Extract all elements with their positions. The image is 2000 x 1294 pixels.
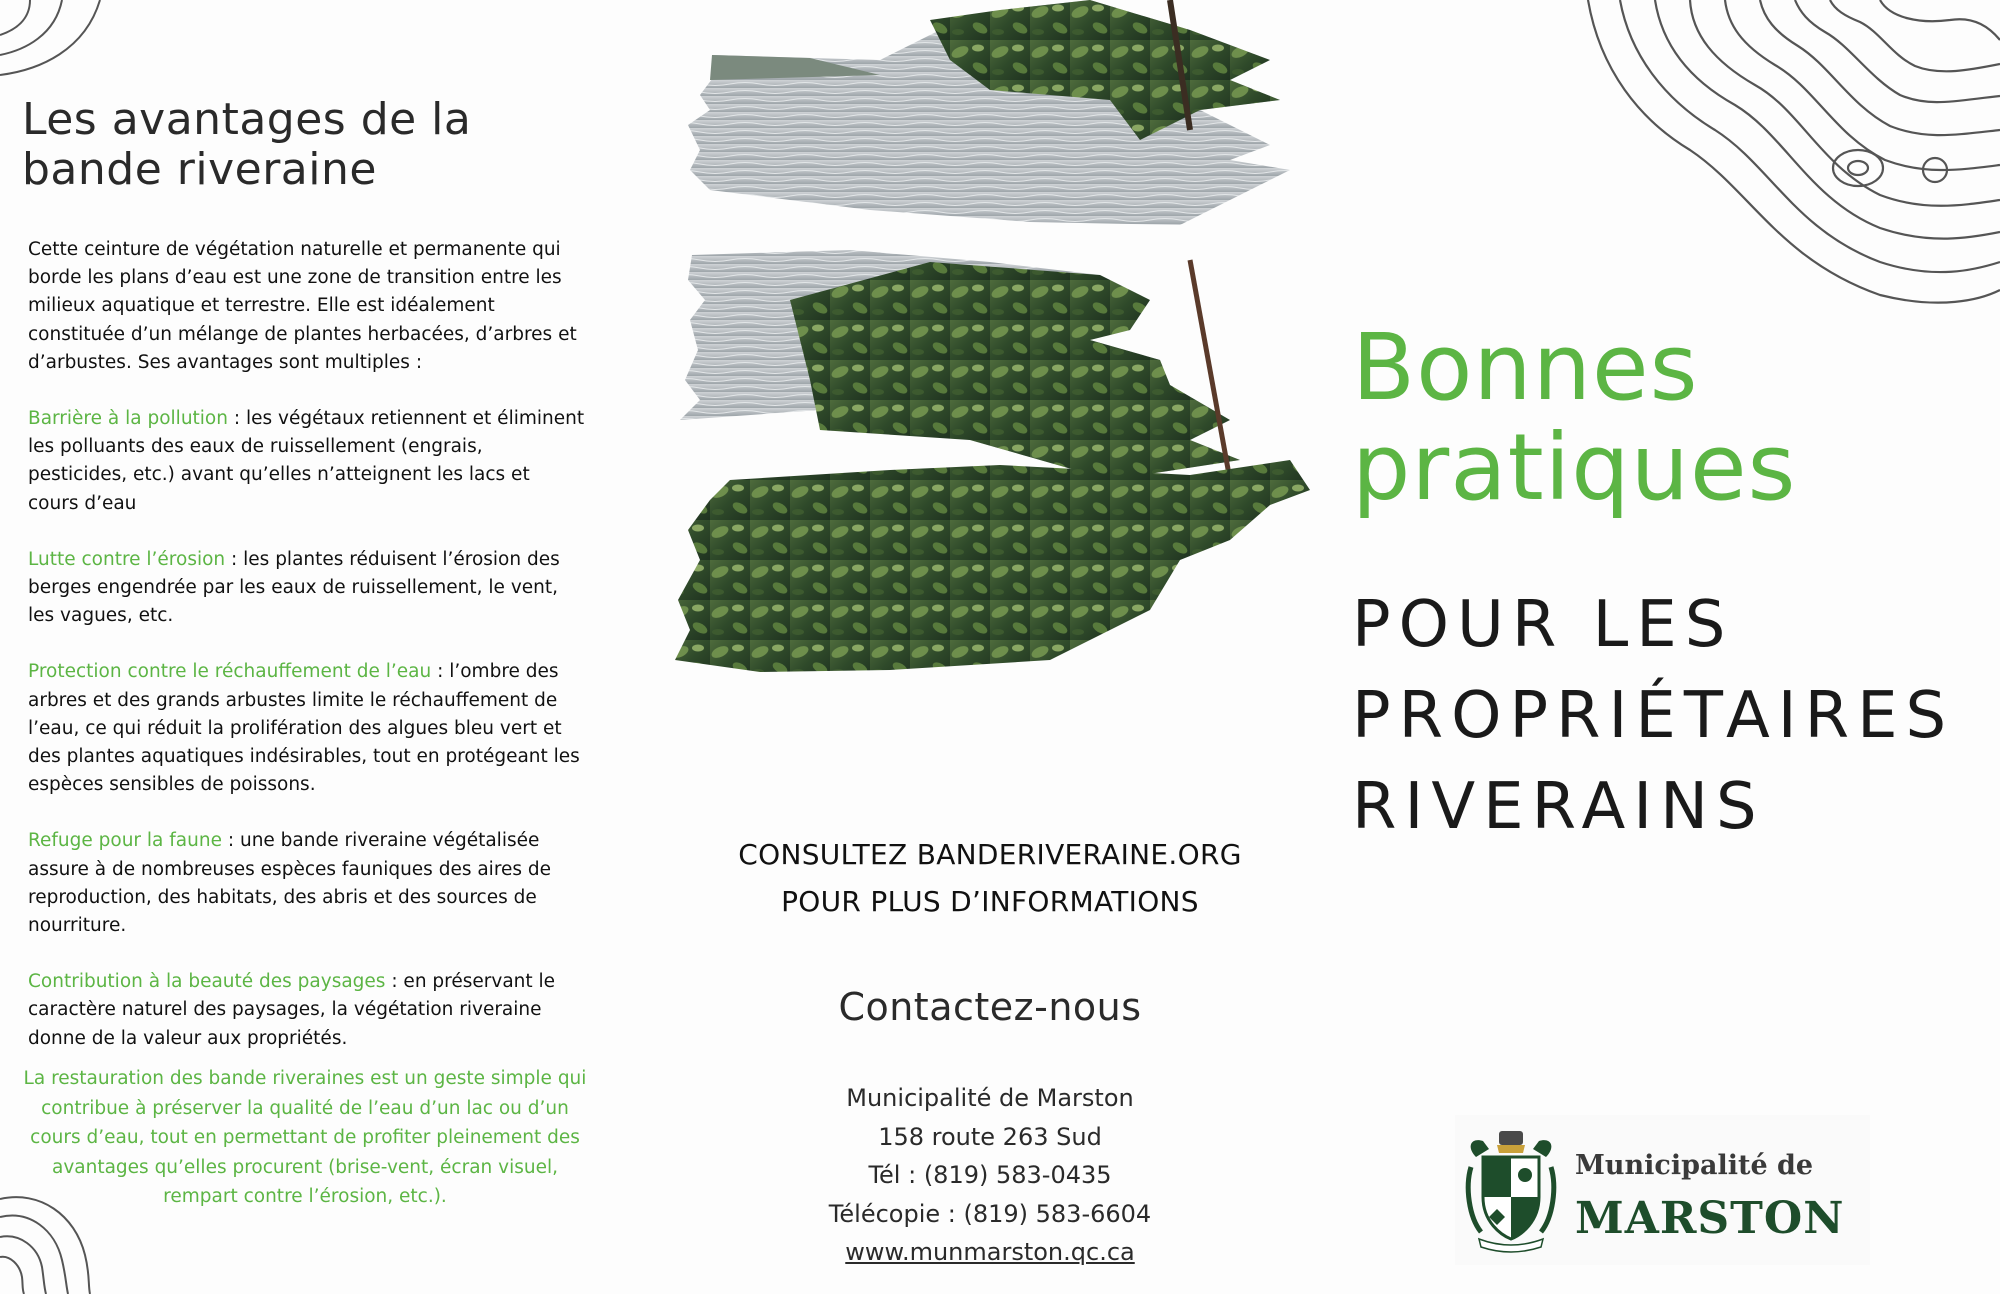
contact-phone: Tél : (819) 583-0435 <box>868 1161 1112 1189</box>
consult-website-notice <box>690 831 1290 925</box>
logo-text-line-2: MARSTON <box>1575 1193 1845 1244</box>
website-link[interactable]: www.munmarston.qc.ca <box>845 1238 1135 1266</box>
benefit-item <box>28 658 586 799</box>
benefit-item <box>28 405 586 518</box>
benefit-item <box>28 546 586 631</box>
benefit-item <box>28 827 586 940</box>
contact-title: Contactez-nous <box>838 985 1142 1029</box>
consult-line-2: POUR PLUS D’INFORMATIONS <box>781 885 1199 918</box>
subtitle-line-2: PROPRIÉTAIRES <box>1352 679 1955 753</box>
benefit-term: Lutte contre l’érosion <box>28 548 226 570</box>
municipality-logo <box>1455 1115 1870 1265</box>
main-title-line-2: pratiques <box>1352 414 1797 521</box>
benefits-title: Les avantages de la bande riveraine <box>22 94 472 195</box>
subtitle <box>1352 580 1954 853</box>
restoration-note: La restauration des bande riveraines est un geste simple qui contribue à préserver la qualité de l’eau d’un lac ou d’un cours d’eau, tout en permettant de profiter pleinement des avantages qu’elles procurent (brise-vent, écran visuel, rempart contre l’érosion, etc.). <box>23 1068 587 1207</box>
benefits-intro: Cette ceinture de végétation naturelle et permanente qui borde les plans d’eau est une zone de transition entre les milieux aquatique et terrestre. Elle est idéalement constituée d’un mélange de plantes herbacées, d’arbres et d’arbustes. Ses avantages sont multiples : <box>28 239 577 373</box>
logo-text-line-1: Municipalité de <box>1575 1150 1814 1181</box>
benefit-text: : en préservant le caractère naturel des paysages, la végétation riveraine donne de la valeur aux propriétés. <box>28 971 556 1049</box>
contact-fax: Télécopie : (819) 583-6604 <box>828 1199 1152 1228</box>
contact-address: 158 route 263 Sud <box>878 1122 1102 1151</box>
topographic-lines-top-right-icon <box>1580 0 2000 310</box>
benefit-term: Contribution à la beauté des paysages <box>28 971 386 993</box>
subtitle-line-3: RIVERAINS <box>1352 770 1765 844</box>
benefit-term: Barrière à la pollution <box>28 408 228 430</box>
left-panel <box>0 0 600 1294</box>
benefit-text: : les végétaux retiennent et éliminent les polluants des eaux de ruissellement (engrais, pesticides, etc.) avant qu’elles n’atteignent les lacs et cours d’eau <box>28 408 585 514</box>
subtitle-line-1: POUR LES <box>1352 588 1734 662</box>
benefit-text: : l’ombre des arbres et des grands arbustes limite le réchauffement de l’eau, ce qui réduit la prolifération des algues bleu vert et des plantes aquatiques indésirables, tout en protégeant les espèces sensibles de poissons. <box>28 661 580 796</box>
benefit-item <box>28 968 586 1053</box>
benefit-text: : une bande riveraine végétalisée assure à de nombreuses espèces fauniques des aires de reproduction, des habitats, des abris et des sources de nourriture. <box>28 830 552 937</box>
coat-of-arms-icon <box>1461 1127 1561 1257</box>
benefit-text: : les plantes réduisent l’érosion des berges engendrée par les eaux de ruissellement, le vent, les vagues, etc. <box>28 548 560 627</box>
main-title-line-1: Bonnes <box>1352 314 1699 421</box>
riverbank-photo <box>670 0 1350 680</box>
benefit-term: Protection contre le réchauffement de l’eau <box>28 661 432 683</box>
benefit-term: Refuge pour la faune <box>28 830 222 852</box>
main-title <box>1352 314 1797 521</box>
consult-line-1: CONSULTEZ BANDERIVERAINE.ORG <box>738 838 1242 871</box>
contact-name: Municipalité de Marston <box>846 1084 1134 1112</box>
benefits-body <box>28 236 586 1081</box>
contact-info <box>690 1079 1290 1272</box>
